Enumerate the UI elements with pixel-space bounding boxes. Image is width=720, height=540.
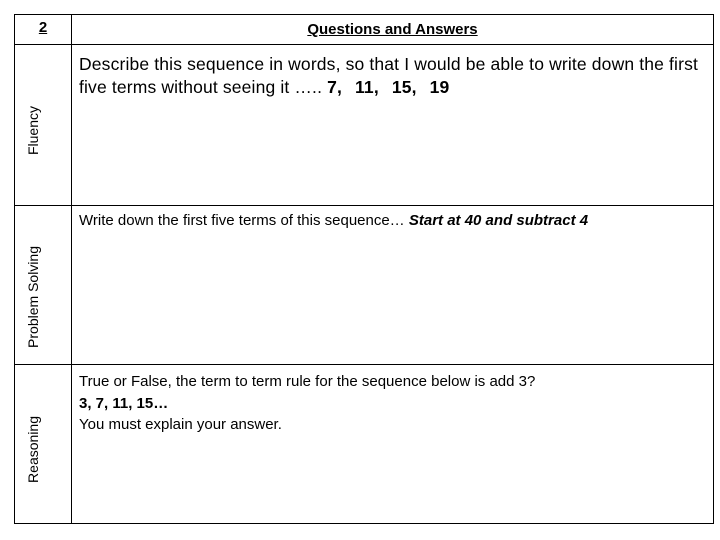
- question-number: 2: [38, 19, 48, 36]
- table-header: Questions and Answers: [307, 21, 478, 38]
- category-label-reasoning: Reasoning: [25, 416, 41, 483]
- question-text: True or False, the term to term rule for the sequence below is add 3?: [79, 373, 536, 390]
- question-text: Write down the first five terms of this sequence…: [79, 212, 409, 229]
- question-text: Describe this sequence in words, so that I would be able to write down the first five terms without seeing it …..: [79, 54, 698, 97]
- row-divider: [15, 205, 713, 206]
- column-divider: [71, 15, 72, 523]
- category-label-problem-solving: Problem Solving: [25, 246, 41, 348]
- question-reasoning: [79, 371, 703, 436]
- instruction-text: Start at 40 and subtract 4: [408, 212, 589, 229]
- question-problem-solving: [79, 211, 703, 231]
- question-table: [14, 14, 714, 524]
- row-divider: [15, 44, 713, 45]
- note-text: You must explain your answer.: [79, 416, 282, 433]
- category-label-fluency: Fluency: [25, 105, 41, 155]
- question-fluency: [79, 53, 703, 99]
- row-divider: [15, 364, 713, 365]
- sequence-text: 3, 7, 11, 15…: [79, 394, 169, 412]
- sequence-text: 7, 11, 15, 19: [327, 77, 450, 97]
